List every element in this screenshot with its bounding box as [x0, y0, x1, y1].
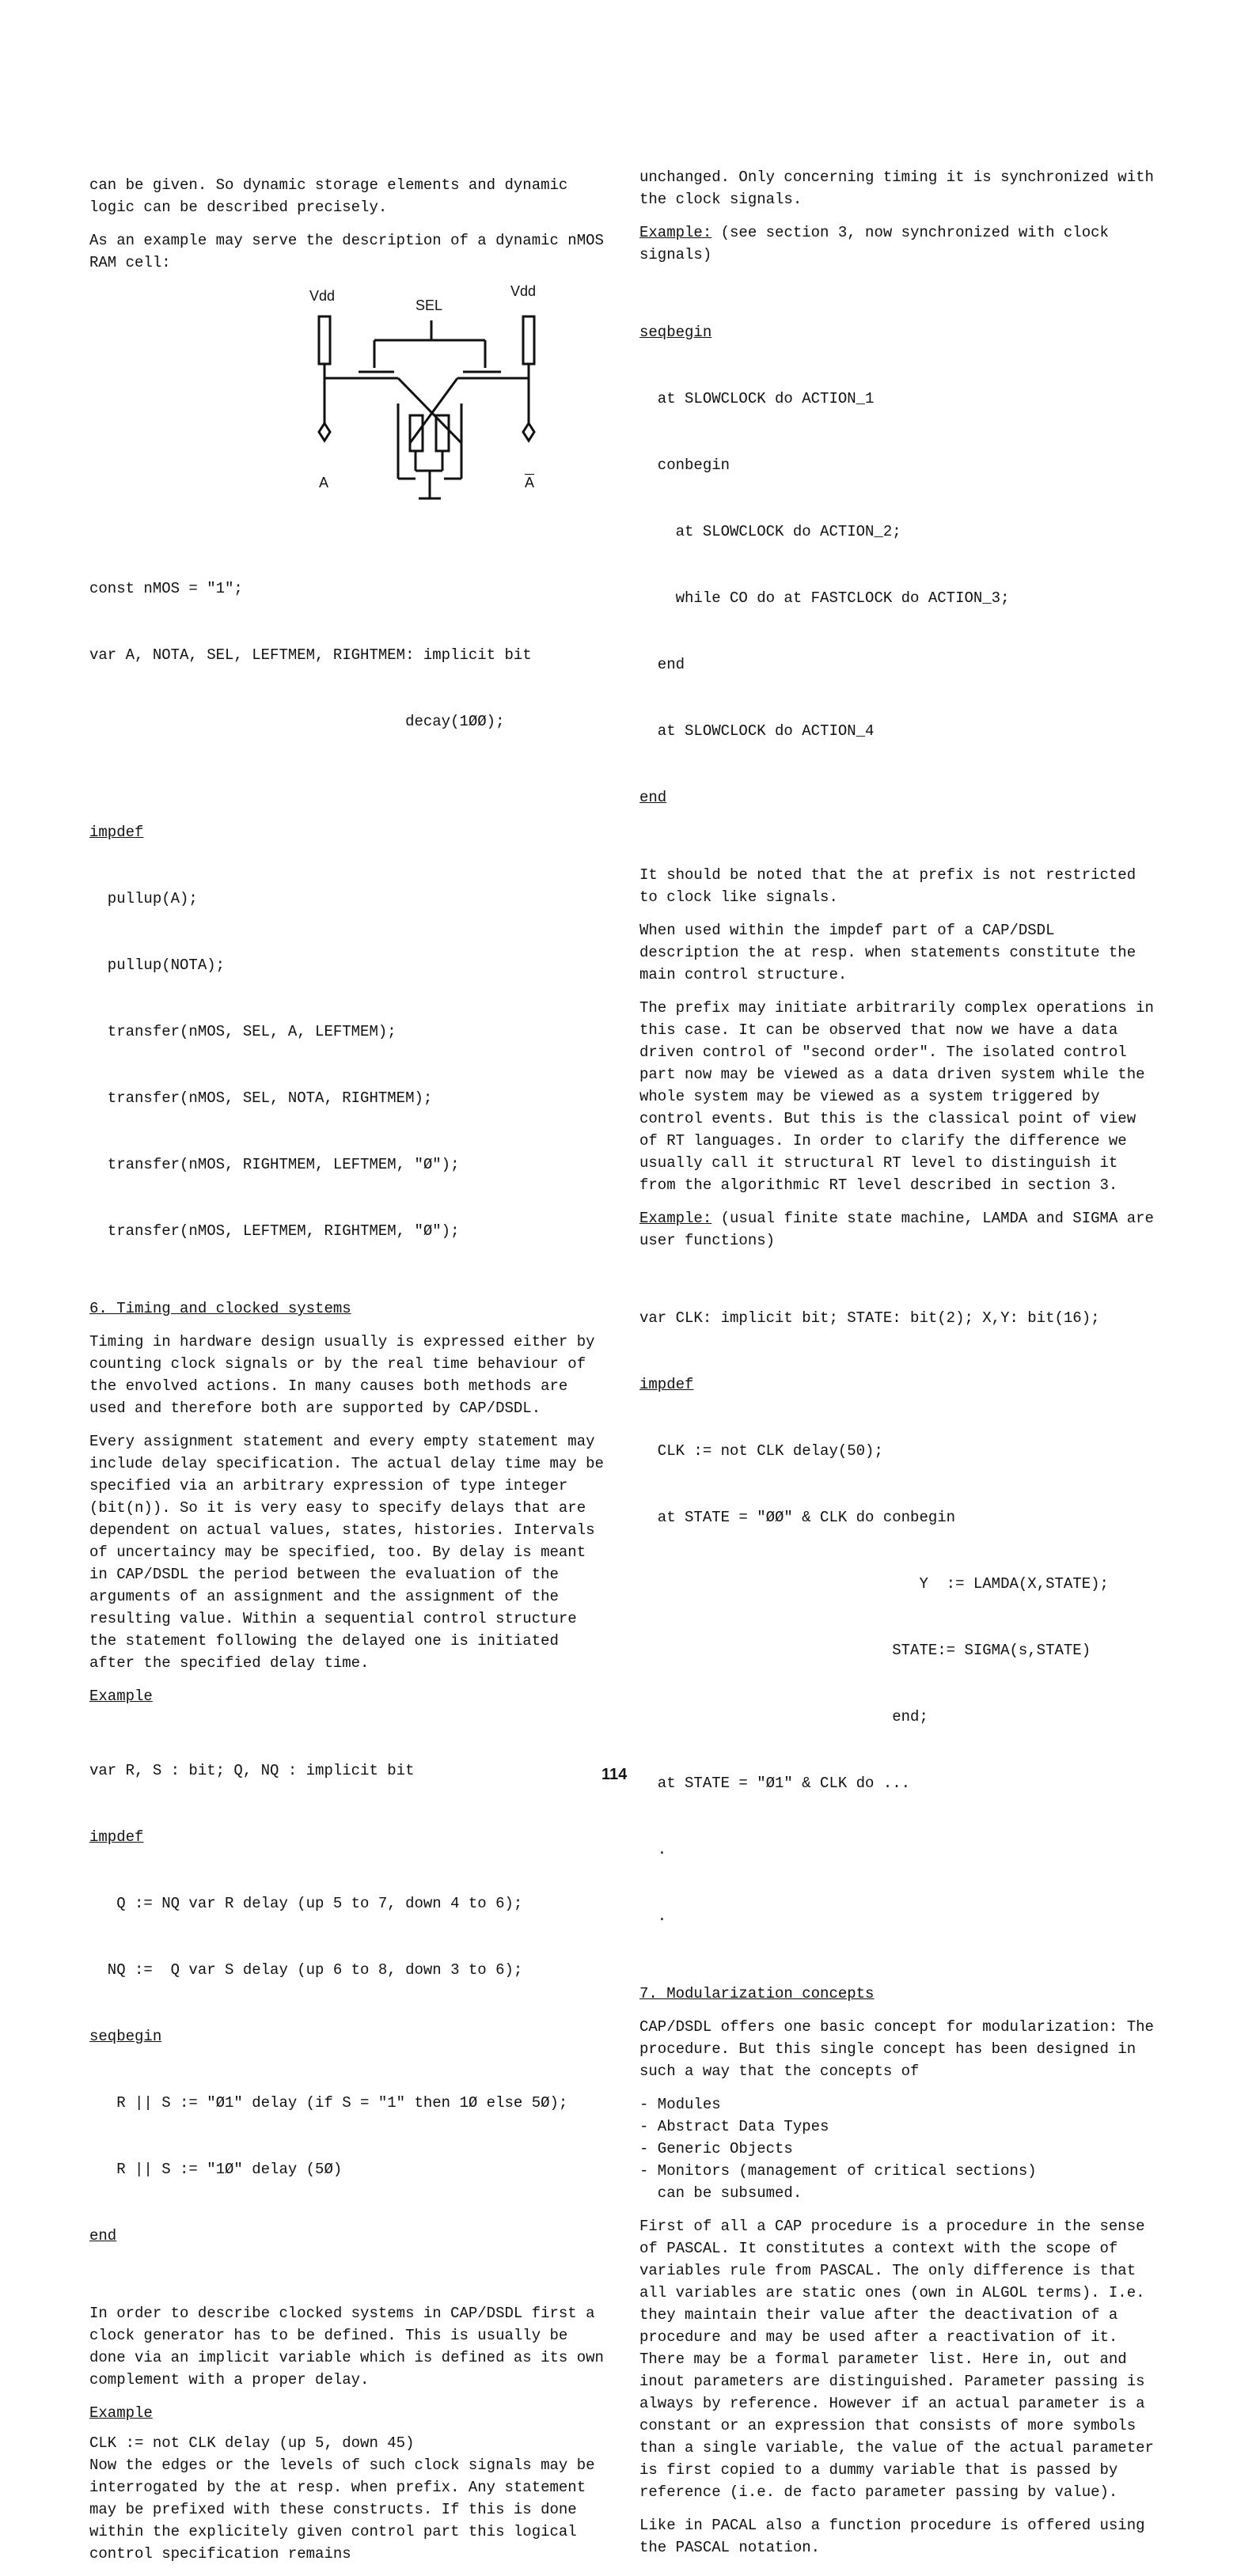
- code-line: R || S := "1Ø" delay (5Ø): [89, 2161, 343, 2178]
- code-line: at SLOWCLOCK do ACTION_4: [639, 722, 875, 740]
- code-line: var A, NOTA, SEL, LEFTMEM, RIGHTMEM: implicit bit: [89, 646, 532, 664]
- list-item: - Modules: [639, 2096, 721, 2113]
- code-line: impdef: [89, 1828, 144, 1846]
- code-line: seqbegin: [639, 324, 712, 341]
- impdef-paragraph: When used within the impdef part of a CAP/DSDL description the at resp. when statements constitute the main control structure.: [639, 922, 1136, 983]
- edges-paragraph: Now the edges or the levels of such clock signals may be interrogated by the at resp. when prefix. Any statement may be prefixed with these constructs. If this is done within the explicitely given control part this logical control specification remains: [89, 2457, 595, 2563]
- example-label: Example: [89, 2404, 153, 2422]
- delay-example-code: [89, 1715, 612, 2291]
- a-label: A: [319, 475, 329, 491]
- code-line: end: [639, 656, 685, 673]
- left-column: [89, 174, 612, 2576]
- fsm-example-heading: [639, 1207, 1162, 1252]
- code-line: transfer(nMOS, SEL, NOTA, RIGHTMEM);: [89, 1089, 433, 1107]
- code-line: while CO do at FASTCLOCK do ACTION_3;: [639, 589, 1010, 607]
- code-line: seqbegin: [89, 2028, 162, 2045]
- code-line: transfer(nMOS, SEL, A, LEFTMEM);: [89, 1023, 397, 1040]
- list-item: can be subsumed.: [639, 2184, 803, 2202]
- code-line: Q := NQ var R delay (up 5 to 7, down 4 to 6);: [89, 1895, 523, 1912]
- example-description: (see section 3, now synchronized with clock signals): [639, 224, 1109, 263]
- code-line: pullup(NOTA);: [89, 957, 226, 974]
- code-line: pullup(A);: [89, 890, 198, 907]
- code-line: CLK := not CLK delay(50);: [639, 1442, 883, 1460]
- vdd-left-label: Vdd: [309, 288, 336, 304]
- at-prefix-paragraph: It should be noted that the at prefix is not restricted to clock like signals.: [639, 866, 1136, 906]
- code-line: STATE:= SIGMA(s,STATE): [639, 1642, 1091, 1659]
- code-line: transfer(nMOS, RIGHTMEM, LEFTMEM, "Ø");: [89, 1156, 460, 1173]
- code-line: at SLOWCLOCK do ACTION_2;: [639, 523, 901, 540]
- example-heading: [639, 222, 1162, 266]
- procedure-paragraph: First of all a CAP procedure is a procedure in the sense of PASCAL. It constitutes a context with the scope of variables rule from PASCAL. The only difference is that all variables are static ones (own in ALGOL terms). I.e. they maintain their value after the deactivation of a procedure and may be used after a reactivation of it. There may be a formal parameter list. Here in, out and inout parameters are distinguished. Parameter passing is always by reference. However if an actual parameter is a constant or an expression that consists of more symbols than a single variable, the value of the actual parameter is first copied to a dummy variable that is passed by reference (i.e. de facto parameter passing by value).: [639, 2218, 1154, 2501]
- list-item: - Abstract Data Types: [639, 2118, 829, 2135]
- code-line: at SLOWCLOCK do ACTION_1: [639, 390, 875, 407]
- section-7-heading: 7. Modularization concepts: [639, 1985, 875, 2002]
- prefix-paragraph: The prefix may initiate arbitrarily complex operations in this case. It can be observed that now we have a data driven control of "second order". The isolated control part now may be viewed as a data driven system while the whole system may be viewed as a system triggered by control events. But this is the classical point of view of RT languages. In order to clarify the difference we usually call it structural RT level to distinguish it from the algorithmic RT level described in section 3.: [639, 999, 1154, 1194]
- nmos-ram-cell-diagram: [208, 285, 572, 522]
- clock-paragraph: In order to describe clocked systems in CAP/DSDL first a clock generator has to be defined. This is usually be done via an implicit variable which is defined as its own complement with a proper delay.: [89, 2305, 604, 2388]
- sel-label: SEL: [416, 297, 443, 313]
- code-line: at STATE = "Ø1" & CLK do ...: [639, 1775, 911, 1792]
- example-intro-paragraph: As an example may serve the description of a dynamic nMOS RAM cell:: [89, 232, 604, 271]
- code-line: transfer(nMOS, LEFTMEM, RIGHTMEM, "Ø");: [89, 1222, 460, 1240]
- code-line: decay(1ØØ);: [89, 713, 505, 730]
- page-number: 114: [601, 1766, 628, 1783]
- code-line: var CLK: implicit bit; STATE: bit(2); X,Y: bit(16);: [639, 1309, 1100, 1327]
- clock-code: CLK := not CLK delay (up 5, down 45): [89, 2434, 415, 2452]
- list-item: - Monitors (management of critical sections): [639, 2162, 1037, 2180]
- timing-paragraph-2: Every assignment statement and every empty statement may include delay specification. The actual delay time may be specified via an arbitrary expression of type integer (bit(n)). So it is very easy to specify delays that are dependent on actual values, states, histories. Intervals of uncertaincy may be specified, too. By delay is meant in CAP/DSDL the period between the evaluation of the arguments of an assignment and the assignment of the resulting value. Within a sequential control structure the statement following the delayed one is initiated after the specified delay time.: [89, 1433, 604, 1672]
- ram-cell-code: [89, 533, 612, 1286]
- right-column: [639, 166, 1162, 2570]
- code-line: Y := LAMDA(X,STATE);: [639, 1575, 1109, 1593]
- timing-paragraph-1: Timing in hardware design usually is expressed either by counting clock signals or by the real time behaviour of the envolved actions. In many causes both methods are used and therefore both are supported by CAP/DSDL.: [89, 1333, 595, 1417]
- intro-paragraph: can be given. So dynamic storage elements and dynamic logic can be described precisely.: [89, 176, 568, 216]
- list-item: - Generic Objects: [639, 2140, 793, 2157]
- code-line: conbegin: [639, 456, 730, 474]
- a-bar-label: $\overline{A}$: [525, 475, 535, 491]
- concept-list: [639, 2093, 1162, 2204]
- code-line: end: [639, 789, 667, 806]
- code-line: .: [639, 1907, 667, 1925]
- fsm-code: [639, 1263, 1162, 1972]
- continued-paragraph: unchanged. Only concerning timing it is synchronized with the clock signals.: [639, 169, 1154, 208]
- code-line: NQ := Q var S delay (up 6 to 8, down 3 to 6);: [89, 1961, 523, 1979]
- modularization-paragraph: CAP/DSDL offers one basic concept for modularization: The procedure. But this single concept has been designed in such a way that the concepts of: [639, 2018, 1154, 2080]
- example-label: Example:: [639, 1210, 712, 1227]
- function-paragraph: Like in PACAL also a function procedure is offered using the PASCAL notation.: [639, 2517, 1145, 2556]
- code-line: const nMOS = "1";: [89, 580, 243, 597]
- code-line: impdef: [89, 824, 144, 841]
- code-line: end;: [639, 1708, 928, 1726]
- section-6-heading: 6. Timing and clocked systems: [89, 1300, 351, 1317]
- code-line: at STATE = "ØØ" & CLK do conbegin: [639, 1509, 956, 1526]
- code-line: R || S := "Ø1" delay (if S = "1" then 1Ø else 5Ø);: [89, 2094, 568, 2112]
- example-label: Example: [89, 1688, 153, 1705]
- code-line: .: [639, 1841, 667, 1858]
- vdd-right-label: Vdd: [510, 283, 537, 299]
- code-line: var R, S : bit; Q, NQ : implicit bit: [89, 1762, 415, 1779]
- circuit-drawing: [208, 285, 572, 522]
- synchronized-code: [639, 277, 1162, 853]
- code-line: end: [89, 2227, 117, 2245]
- example-description: (usual finite state machine, LAMDA and SIGMA are user functions): [639, 1210, 1154, 1249]
- example-label: Example:: [639, 224, 712, 241]
- code-line: impdef: [639, 1376, 694, 1393]
